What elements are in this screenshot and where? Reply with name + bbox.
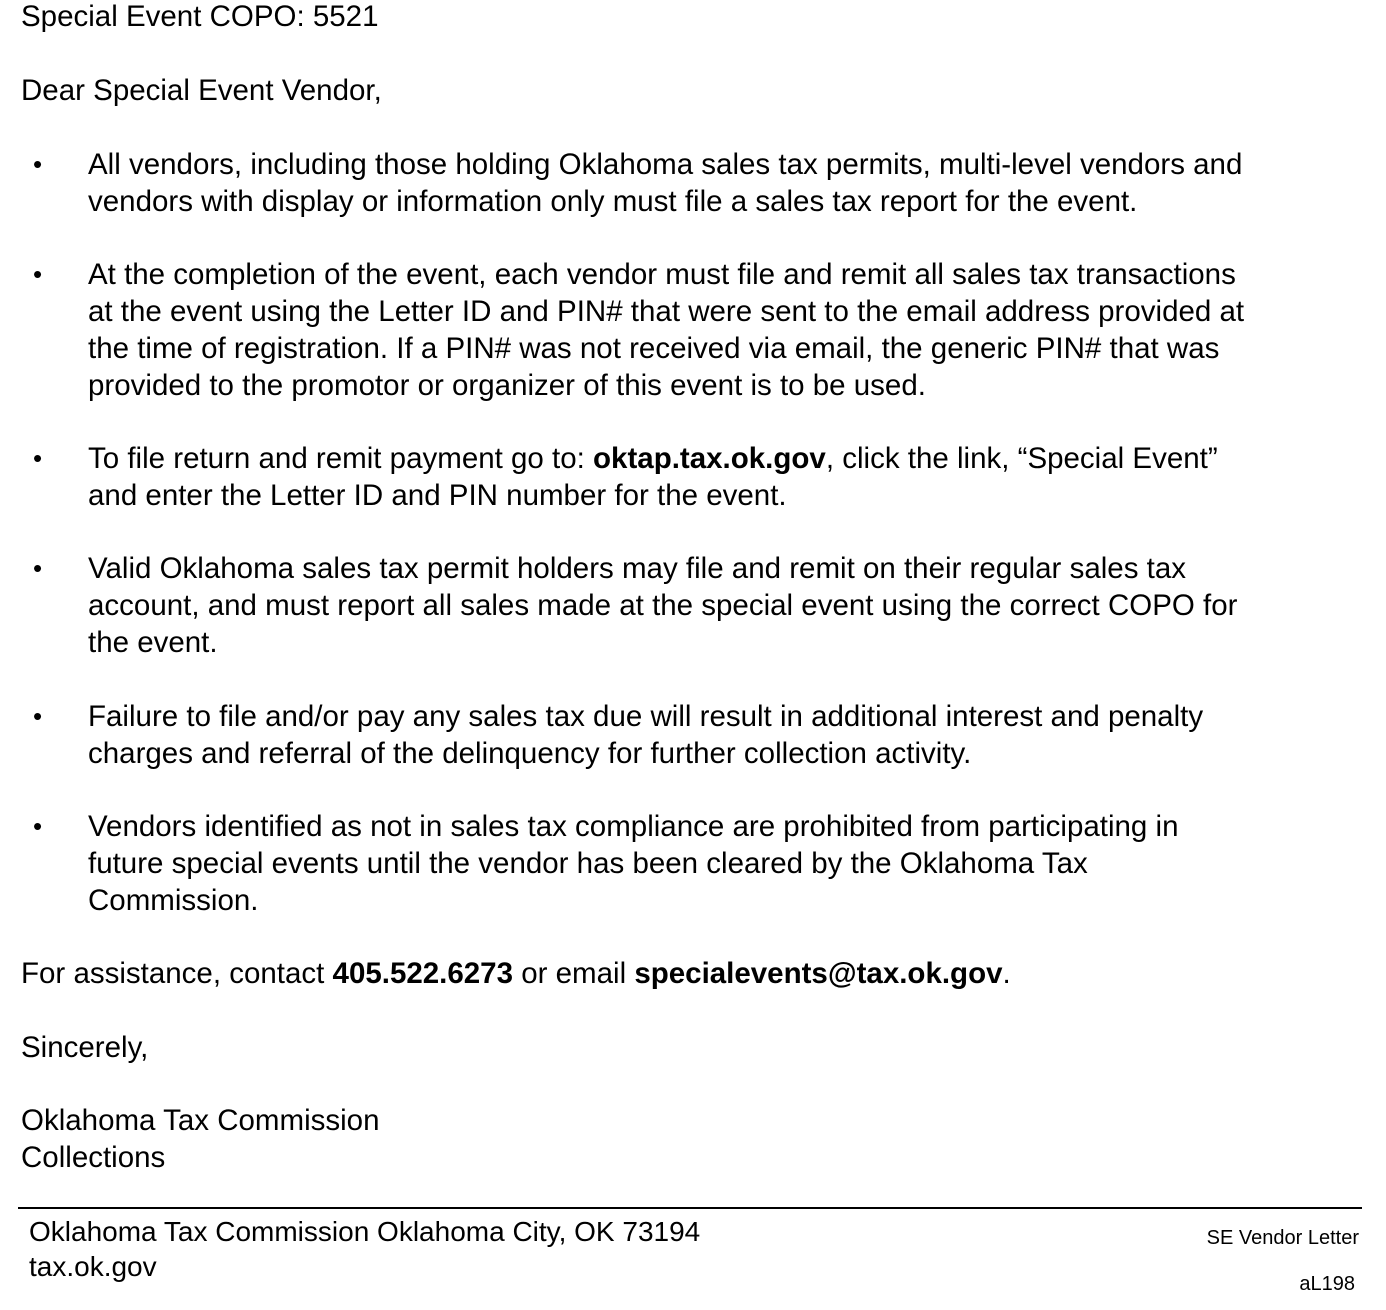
- email-link[interactable]: specialevents@tax.ok.gov: [634, 957, 1003, 990]
- list-item-line: All vendors, including those holding Oklahoma sales tax permits, multi-level vendors and: [88, 148, 1243, 181]
- list-item-line: charges and referral of the delinquency for further collection activity.: [88, 737, 972, 770]
- bullet-icon: •: [33, 553, 43, 583]
- list-item-text: [88, 146, 1358, 220]
- filing-instructions-prefix: To file return and remit payment go to:: [88, 442, 594, 475]
- footer-address: Oklahoma Tax Commission Oklahoma City, OK 73194: [29, 1216, 701, 1247]
- list-item-line: account, and must report all sales made at the special event using the correct COPO for: [88, 589, 1238, 622]
- list-item-text: [88, 808, 1358, 919]
- bullet-icon: •: [33, 701, 43, 731]
- list-item-line: [88, 440, 1358, 477]
- list-item-line: Valid Oklahoma sales tax permit holders may file and remit on their regular sales tax: [88, 552, 1186, 585]
- bullet-icon: •: [33, 259, 43, 289]
- bullet-icon: •: [33, 811, 43, 841]
- phone-number[interactable]: 405.522.6273: [332, 957, 513, 990]
- oktap-link[interactable]: oktap.tax.ok.gov: [593, 442, 826, 475]
- list-item-line: and enter the Letter ID and PIN number for the event.: [88, 479, 787, 512]
- assistance-prefix: For assistance, contact: [21, 957, 333, 990]
- filing-instructions-suffix: , click the link, “Special Event”: [825, 442, 1218, 475]
- bullet-icon: •: [33, 149, 43, 179]
- assistance-middle: or email: [513, 957, 635, 990]
- list-item-line: future special events until the vendor has been cleared by the Oklahoma Tax: [88, 847, 1088, 880]
- list-item-text: [88, 698, 1358, 772]
- closing: Sincerely,: [21, 1031, 149, 1064]
- signature-department: Collections: [21, 1141, 166, 1174]
- footer-website[interactable]: tax.ok.gov: [29, 1251, 157, 1282]
- copo-line: Special Event COPO: 5521: [21, 0, 379, 33]
- bullet-icon: •: [33, 443, 43, 473]
- list-item-line: vendors with display or information only must file a sales tax report for the event.: [88, 185, 1138, 218]
- form-code: aL198: [1299, 1273, 1355, 1295]
- list-item-line: Vendors identified as not in sales tax compliance are prohibited from participating in: [88, 810, 1179, 843]
- list-item-line: Failure to file and/or pay any sales tax due will result in additional interest and penalty: [88, 700, 1204, 733]
- list-item-line: Commission.: [88, 884, 259, 917]
- list-item-line: At the completion of the event, each vendor must file and remit all sales tax transactions: [88, 258, 1236, 291]
- signature-organization: Oklahoma Tax Commission: [21, 1104, 380, 1137]
- assistance-line: [21, 955, 1011, 992]
- list-item-line: the time of registration. If a PIN# was not received via email, the generic PIN# that was: [88, 332, 1220, 365]
- assistance-suffix: .: [1002, 957, 1011, 990]
- list-item-line: at the event using the Letter ID and PIN# that were sent to the email address provided at: [88, 295, 1245, 328]
- list-item-text: [88, 440, 1358, 514]
- footer-divider: [18, 1207, 1362, 1209]
- list-item-text: [88, 256, 1358, 404]
- salutation: Dear Special Event Vendor,: [21, 74, 382, 107]
- list-item-text: [88, 550, 1358, 661]
- list-item-line: the event.: [88, 626, 218, 659]
- list-item-line: provided to the promotor or organizer of this event is to be used.: [88, 369, 926, 402]
- form-name: SE Vendor Letter: [1206, 1227, 1359, 1249]
